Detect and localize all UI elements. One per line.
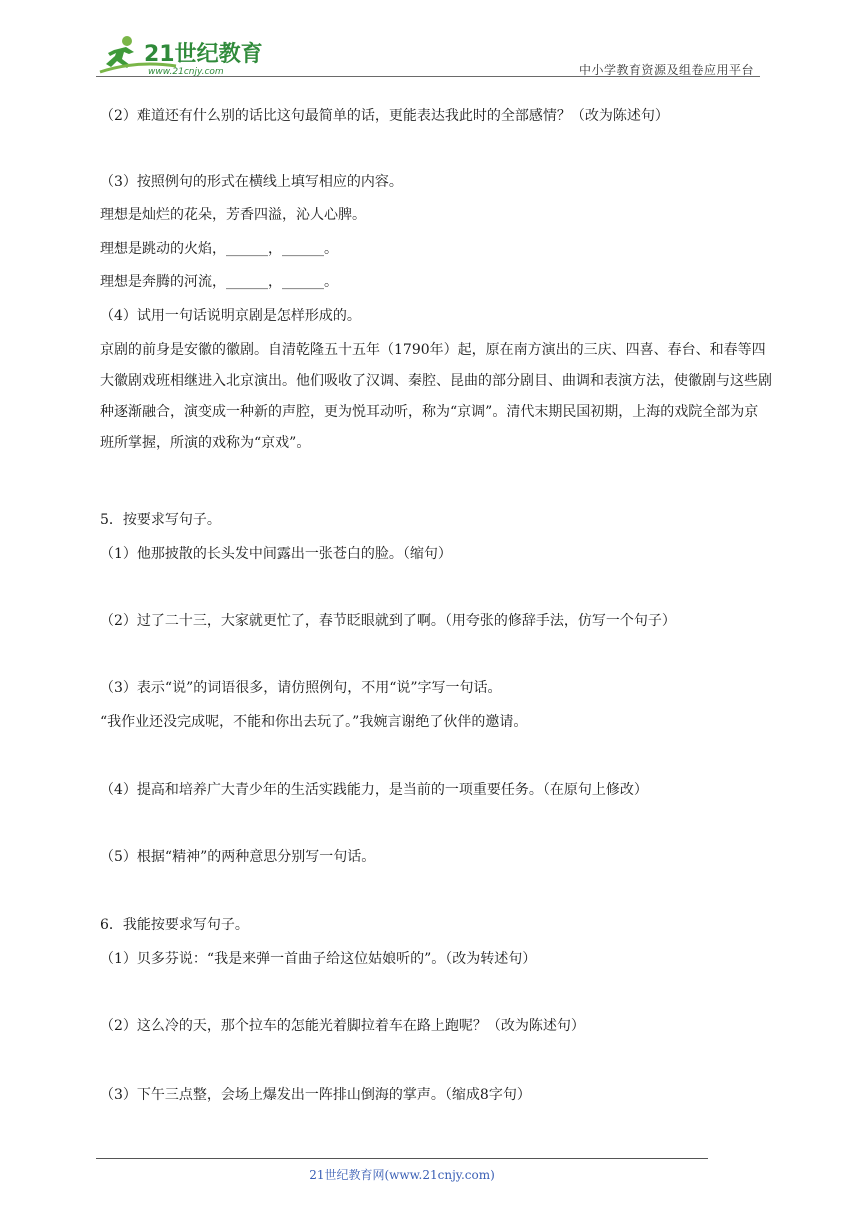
question-line: （5）根据“精神”的两种意思分别写一句话。 bbox=[100, 849, 376, 865]
footer-divider bbox=[96, 1158, 708, 1159]
platform-title: 中小学教育资源及组卷应用平台 bbox=[578, 63, 754, 77]
question-line: （3）表示“说”的词语很多，请仿照例句，不用“说”字写一句话。 bbox=[100, 680, 502, 696]
logo-url-text: www.21cnjy.com bbox=[148, 67, 224, 76]
section-heading: 5．按要求写句子。 bbox=[100, 512, 221, 528]
runner-logo-icon bbox=[96, 32, 266, 76]
section-heading: 6．我能按要求写句子。 bbox=[100, 917, 249, 933]
question-line: （2）这么冷的天，那个拉车的怎能光着脚拉着车在路上跑呢？（改为陈述句） bbox=[100, 1018, 585, 1034]
fill-blank-line: 理想是奔腾的河流，______，______。 bbox=[100, 274, 338, 290]
page-header bbox=[96, 30, 760, 80]
example-line: “我作业还没完成呢，不能和你出去玩了。”我婉言谢绝了伙伴的邀请。 bbox=[100, 714, 528, 730]
footer-link[interactable]: 21世纪教育网(www.21cnjy.com) bbox=[309, 1168, 495, 1182]
fill-blank-line: 理想是跳动的火焰，______，______。 bbox=[100, 241, 338, 257]
question-line: （2）难道还有什么别的话比这句最简单的话，更能表达我此时的全部感情？（改为陈述句） bbox=[100, 108, 669, 124]
question-line: （1）他那披散的长头发中间露出一张苍白的脸。（缩句） bbox=[100, 546, 452, 562]
text-line: 理想是灿烂的花朵，芳香四溢，沁人心脾。 bbox=[100, 207, 366, 223]
question-line: （2）过了二十三，大家就更忙了，春节眨眼就到了啊。（用夸张的修辞手法，仿写一个句子） bbox=[100, 613, 676, 629]
question-line: （3）按照例句的形式在横线上填写相应的内容。 bbox=[100, 174, 403, 190]
question-line: （1）贝多芬说：“我是来弹一首曲子给这位姑娘听的”。（改为转述句） bbox=[100, 951, 537, 967]
question-line: （3）下午三点整，会场上爆发出一阵排山倒海的掌声。（缩成8字句） bbox=[100, 1087, 531, 1103]
site-logo[interactable] bbox=[96, 32, 266, 76]
question-line: （4）提高和培养广大青少年的生活实践能力，是当前的一项重要任务。（在原句上修改） bbox=[100, 782, 648, 798]
passage-paragraph: 京剧的前身是安徽的徽剧。自清乾隆五十五年（1790年）起，原在南方演出的三庆、四喜、春台、和春等四大徽剧戏班相继进入北京演出。他们吸收了汉调、秦腔、昆曲的部分剧目、曲调和表演方法，使徽剧与这些剧种逐渐融合，演变成一种新的声腔，更为悦耳动听，称为“京调”。清代末期民国初期，上海的戏院全部为京班所掌握，所演的戏称为“京戏”。 bbox=[100, 342, 772, 451]
logo-main-text: 21世纪教育 bbox=[144, 42, 263, 67]
header-divider bbox=[96, 76, 760, 77]
question-line: （4）试用一句话说明京剧是怎样形成的。 bbox=[100, 308, 361, 324]
